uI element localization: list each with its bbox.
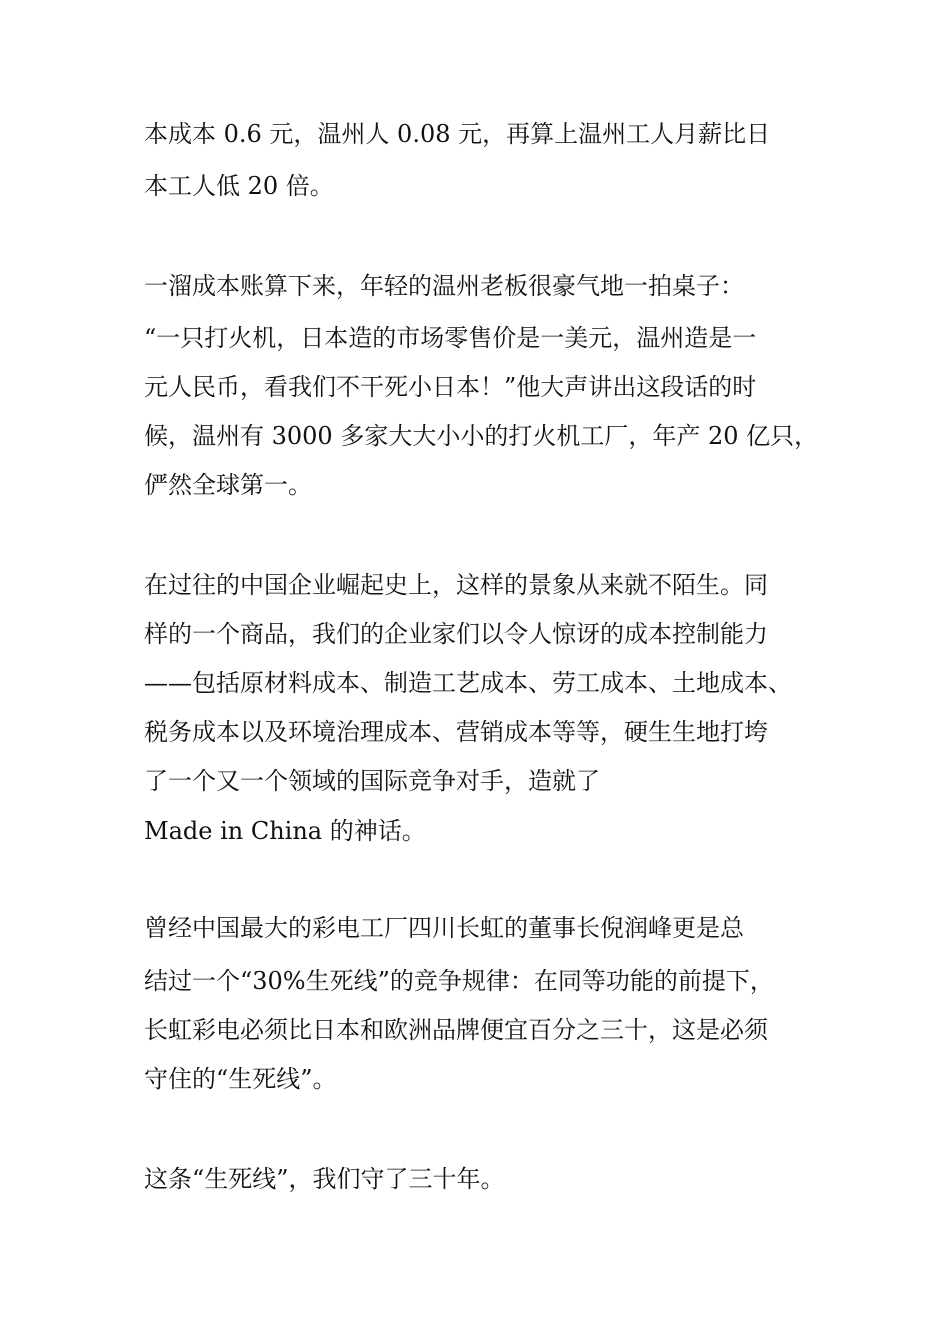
paragraph-5-line-1: 这条“生死线”，我们守了三十年。 (144, 1165, 505, 1193)
paragraph-3-line-3: ——包括原材料成本、制造工艺成本、劳工成本、土地成本、 (144, 669, 792, 697)
paragraph-3-line-4: 税务成本以及环境治理成本、营销成本等等，硬生生地打垮 (144, 718, 768, 746)
paragraph-4-line-2: 结过一个“30%生死线”的竞争规律：在同等功能的前提下， (144, 967, 774, 995)
paragraph-3-line-2: 样的一个商品，我们的企业家们以令人惊讶的成本控制能力 (144, 620, 768, 648)
paragraph-2-line-1: 一溜成本账算下来，年轻的温州老板很豪气地一拍桌子： (144, 272, 744, 300)
paragraph-2-line-2: “一只打火机，日本造的市场零售价是一美元，温州造是一 (144, 324, 757, 352)
paragraph-1-line-1: 本成本 0.6 元，温州人 0.08 元，再算上温州工人月薪比日 (144, 120, 771, 148)
paragraph-2-line-5: 俨然全球第一。 (144, 471, 312, 499)
paragraph-4-line-1: 曾经中国最大的彩电工厂四川长虹的董事长倪润峰更是总 (144, 914, 744, 942)
paragraph-3-line-1: 在过往的中国企业崛起史上，这样的景象从来就不陌生。同 (144, 571, 768, 599)
paragraph-2-line-3: 元人民币，看我们不干死小日本！”他大声讲出这段话的时 (144, 373, 757, 401)
paragraph-3-line-6: Made in China 的神话。 (144, 817, 426, 845)
paragraph-4-line-3: 长虹彩电必须比日本和欧洲品牌便宜百分之三十，这是必须 (144, 1016, 768, 1044)
paragraph-3-line-5: 了一个又一个领域的国际竞争对手，造就了 (144, 767, 600, 795)
paragraph-1-line-2: 本工人低 20 倍。 (144, 172, 334, 200)
paragraph-4-line-4: 守住的“生死线”。 (144, 1065, 337, 1093)
paragraph-2-line-4: 候，温州有 3000 多家大大小小的打火机工厂，年产 20 亿只， (144, 422, 819, 450)
